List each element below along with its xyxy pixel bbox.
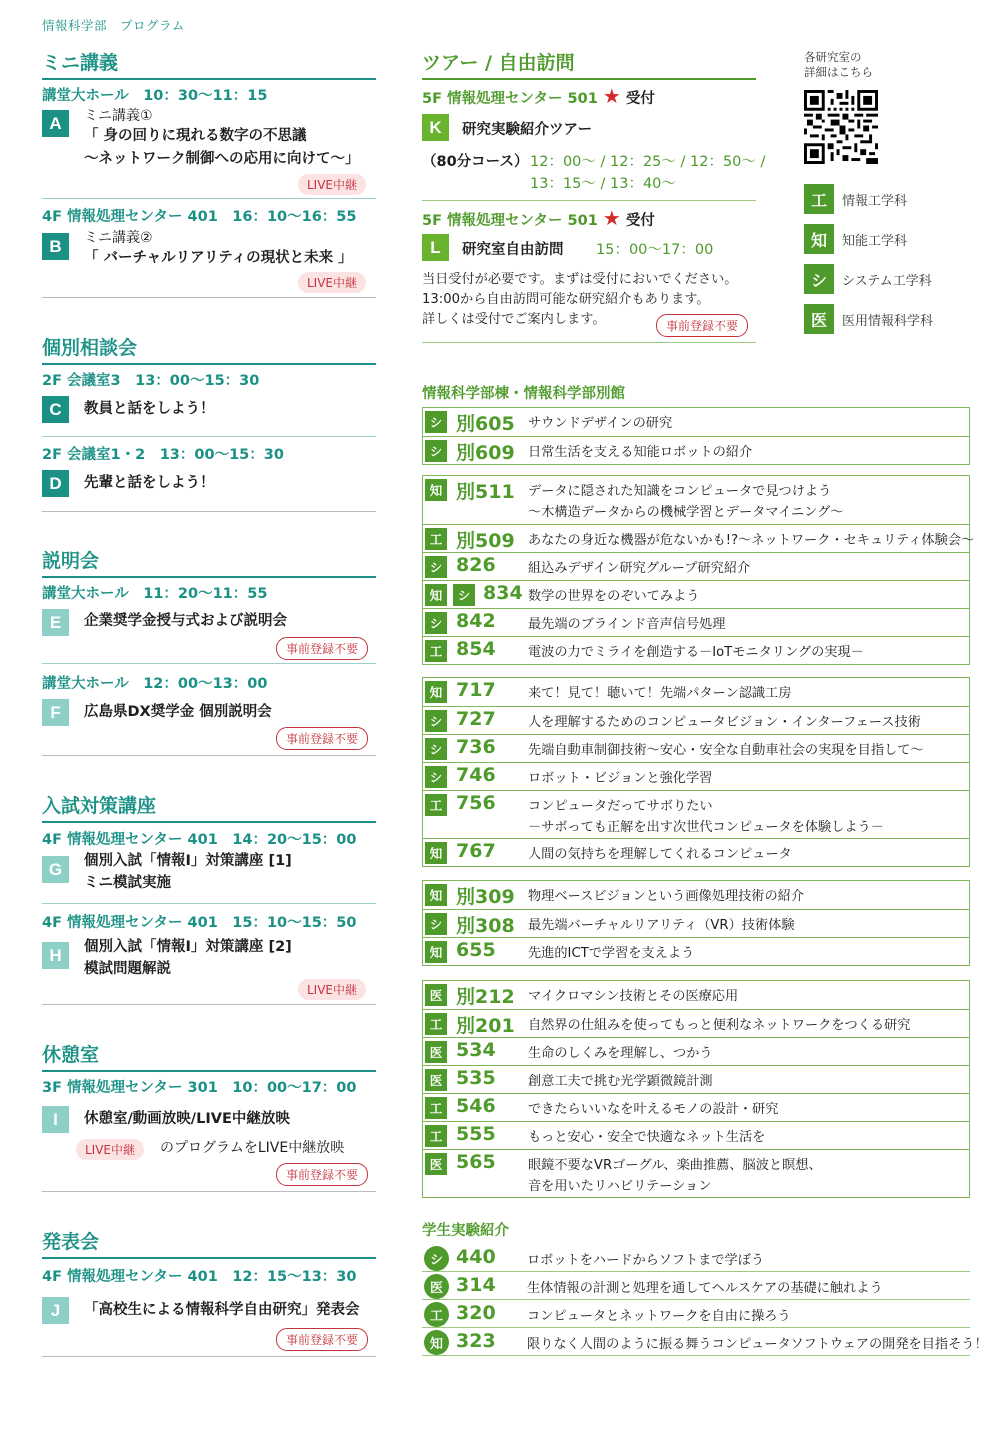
room-number: 別309 <box>456 886 515 908</box>
divider <box>42 755 376 756</box>
lab-title-line: 日常生活を支える知能ロボットの紹介 <box>528 445 753 460</box>
lab-row[interactable] <box>423 436 969 464</box>
divider <box>42 903 376 904</box>
lab-title <box>528 442 752 463</box>
lab-title-line: 音を用いたリハビリテーション <box>528 1179 712 1194</box>
dept-label: 情報工学科 <box>842 193 908 209</box>
divider <box>42 1004 376 1005</box>
venue-a: 講堂大ホール 10：30〜11：15 <box>42 88 268 104</box>
badge-j: J <box>42 1297 69 1324</box>
lab-title-line: 来て！見て！聴いて！先端パターン認識工房 <box>528 686 792 701</box>
room-number: 565 <box>456 1151 496 1173</box>
room-number: 842 <box>456 610 496 632</box>
badge-l: L <box>422 234 449 261</box>
lab-row[interactable] <box>423 937 969 965</box>
lab-title <box>528 586 699 607</box>
lab-title <box>528 1043 713 1064</box>
badge-k: K <box>422 114 449 141</box>
lab-title <box>528 614 725 635</box>
lab-title-line: 最先端のブラインド音声信号処理 <box>528 617 726 632</box>
no-registration-badge-f: 事前登録不要 <box>276 727 368 750</box>
venue-f: 講堂大ホール 12：00〜13：00 <box>42 676 268 692</box>
room-number: 546 <box>456 1095 496 1117</box>
lab-row[interactable] <box>423 838 969 866</box>
program-a-title-line2: 〜ネットワーク制御への応用に向けて〜」 <box>84 151 360 167</box>
dept-mark: 医 <box>424 1274 449 1299</box>
lab-row[interactable] <box>423 1149 969 1197</box>
room-number: 555 <box>456 1123 496 1145</box>
qr-caption <box>804 50 873 80</box>
dept-mark: シ <box>425 766 447 788</box>
lab-title-line: 人を理解するためのコンピュータビジョン・インターフェース技術 <box>528 715 921 730</box>
badge-e: E <box>42 609 69 636</box>
program-i-note: のプログラムをLIVE中継放映 <box>160 1140 345 1156</box>
lab-row[interactable] <box>423 1065 969 1093</box>
lab-row[interactable] <box>423 678 969 706</box>
labs-title: 情報科学部棟・情報科学部別館 <box>422 386 625 402</box>
no-registration-badge-j: 事前登録不要 <box>276 1328 368 1351</box>
qr-caption-line2: 詳細はこちら <box>804 65 873 79</box>
lab-title <box>528 1015 910 1036</box>
program-g-title-line2: ミニ模試実施 <box>84 875 171 891</box>
lab-group <box>422 980 970 1198</box>
program-l-title: 研究室自由訪問 <box>462 242 564 258</box>
dept-label: 医用情報科学科 <box>842 313 934 329</box>
lab-title-line: 数学の世界をのぞいてみよう <box>528 589 700 604</box>
dept-mark: 工 <box>425 1097 447 1119</box>
section-title-consultation: 個別相談会 <box>42 333 376 365</box>
lab-title <box>528 683 791 704</box>
divider <box>42 436 376 437</box>
lab-title-line: 人間の気持ちを理解してくれるコンピュータ <box>528 847 792 862</box>
room-number: 別201 <box>456 1015 515 1037</box>
program-h-title-line2: 模試問題解説 <box>84 961 171 977</box>
student-row[interactable] <box>422 1329 988 1356</box>
dept-mark: 医 <box>425 984 447 1006</box>
room-number: 746 <box>456 764 496 786</box>
lab-title <box>528 796 884 838</box>
dept-mark: シ <box>453 584 475 606</box>
lab-title-line: －サボっても正解を出す次世代コンピュータを体験しよう－ <box>528 820 884 835</box>
lab-group <box>422 475 975 665</box>
tour-note-line2: 13:00から自由訪問可能な研究紹介もあります。 <box>422 292 710 307</box>
divider <box>42 1191 376 1192</box>
lab-row[interactable] <box>423 762 969 790</box>
lab-title-line: 最先端バーチャルリアリティ（VR）技術体験 <box>528 918 795 933</box>
room-number: 834 <box>483 582 523 604</box>
program-k-times-line1: 12：00〜 / 12：25〜 / 12：50〜 / <box>530 154 766 170</box>
program-g-title-line1: 個別入試「情報Ⅰ」対策講座 [1] <box>84 853 292 869</box>
student-title: コンピュータとネットワークを自由に操ろう <box>527 1309 791 1324</box>
venue-d: 2F 会議室1・2 13：00〜15：30 <box>42 447 284 463</box>
divider <box>42 663 376 664</box>
live-badge-b: LIVE中継 <box>298 272 366 293</box>
tour-note-line1: 当日受付が必要です。まずは受付においでください。 <box>422 272 738 287</box>
lab-title-line: コンピュータだってサボりたい <box>528 799 713 814</box>
section-title-briefing: 説明会 <box>42 546 376 578</box>
badge-g: G <box>42 856 69 883</box>
lab-title <box>528 1127 765 1148</box>
student-title: 生体情報の計測と処理を通してヘルスケアの基礎に触れよう <box>527 1281 883 1296</box>
dept-mark: シ <box>425 738 447 760</box>
lab-row[interactable] <box>423 476 969 524</box>
room-number: 655 <box>456 939 496 961</box>
section-title-exam-prep: 入試対策講座 <box>42 791 376 823</box>
student-row[interactable] <box>422 1301 970 1328</box>
lab-title <box>528 1099 778 1120</box>
badge-d: D <box>42 470 69 497</box>
badge-a: A <box>42 110 69 137</box>
dept-mark: 知 <box>425 584 447 606</box>
star-icon: ★ <box>602 84 621 108</box>
lab-title <box>528 844 792 865</box>
lab-title-line: 眼鏡不要なVRゴーグル、楽曲推薦、脳波と瞑想、 <box>528 1158 822 1173</box>
lab-row[interactable] <box>423 608 969 636</box>
dept-mark: 医 <box>804 304 834 334</box>
program-k-times-line2: 13：15〜 / 13：40〜 <box>530 176 676 192</box>
dept-label: 知能工学科 <box>842 233 908 249</box>
dept-mark: 知 <box>425 884 447 906</box>
lab-title-line: 先端自動車制御技術〜安心・安全な自動車社会の実現を目指して〜 <box>528 743 924 758</box>
qr-caption-line1: 各研究室の <box>804 50 862 64</box>
lab-title <box>528 642 864 663</box>
venue-k-text: 5F 情報処理センター 501 <box>422 91 598 107</box>
dept-mark: シ <box>804 264 834 294</box>
program-f-title: 広島県DX奨学金 個別説明会 <box>84 704 272 720</box>
qr-code[interactable] <box>804 90 878 164</box>
room-number: 727 <box>456 708 496 730</box>
legend-engineering <box>804 184 907 214</box>
dept-mark: 知 <box>425 479 447 501</box>
lab-row[interactable] <box>423 524 975 552</box>
room-number: 826 <box>456 554 496 576</box>
lab-title <box>528 1155 822 1197</box>
student-row[interactable] <box>422 1273 970 1300</box>
star-icon: ★ <box>602 206 621 230</box>
program-l-time: 15：00〜17：00 <box>596 242 714 258</box>
room-number: 別212 <box>456 986 515 1008</box>
venue-h: 4F 情報処理センター 401 15：10〜15：50 <box>42 915 357 931</box>
program-i-title: 休憩室/動画放映/LIVE中継放映 <box>84 1111 290 1127</box>
program-h-title-line1: 個別入試「情報Ⅰ」対策講座 [2] <box>84 939 292 955</box>
dept-mark: シ <box>425 440 447 462</box>
divider <box>42 198 376 199</box>
badge-f: F <box>42 699 69 726</box>
room-number: 535 <box>456 1067 496 1089</box>
lab-row[interactable] <box>423 1009 969 1037</box>
reception-label: 受付 <box>625 91 655 107</box>
lab-title-line: マイクロマシン技術とその医療応用 <box>528 989 739 1004</box>
dept-mark: 知 <box>425 842 447 864</box>
student-row[interactable] <box>422 1245 970 1272</box>
section-title-presentation: 発表会 <box>42 1227 376 1259</box>
dept-mark: シ <box>425 556 447 578</box>
lab-title-line: 先進的ICTで学習を支えよう <box>528 946 695 961</box>
badge-h: H <box>42 942 69 969</box>
divider <box>42 1356 376 1357</box>
lab-row[interactable] <box>423 408 969 436</box>
room-number: 717 <box>456 679 496 701</box>
dept-label: システム工学科 <box>842 273 932 289</box>
students-title: 学生実験紹介 <box>422 1223 509 1239</box>
dept-mark: 医 <box>425 1069 447 1091</box>
live-badge-h: LIVE中継 <box>298 979 366 1000</box>
program-d-title: 先輩と話をしよう！ <box>84 475 215 491</box>
dept-mark: 知 <box>804 224 834 254</box>
program-j-title: 「高校生による情報科学自由研究」発表会 <box>84 1302 360 1318</box>
lab-row[interactable] <box>423 790 969 838</box>
badge-i: I <box>42 1106 69 1133</box>
program-k-title: 研究実験紹介ツアー <box>462 122 593 138</box>
room-number: 別609 <box>456 442 515 464</box>
venue-g: 4F 情報処理センター 401 14：20〜15：00 <box>42 832 357 848</box>
program-a-title-line1: 「 身の回りに現れる数字の不思議 <box>84 128 307 144</box>
live-badge-i: LIVE中継 <box>76 1139 144 1160</box>
lab-row[interactable] <box>423 706 969 734</box>
room-number: 314 <box>456 1274 496 1296</box>
tour-note-line3: 詳しくは受付でご案内します。 <box>422 312 606 327</box>
dept-mark: 医 <box>425 1041 447 1063</box>
lab-title-line: 電波の力でミライを創造する－IoTモニタリングの実現－ <box>528 645 864 660</box>
lab-title <box>528 740 924 761</box>
lab-row[interactable] <box>423 1093 969 1121</box>
program-b-title: 「 バーチャルリアリティの現状と未来 」 <box>84 250 353 266</box>
lab-title-line: 〜木構造データからの機械学習とデータマイニング〜 <box>528 505 844 520</box>
lab-title-line: 生命のしくみを理解し、つかう <box>528 1046 713 1061</box>
lab-title-line: 自然界の仕組みを使ってもっと便利なネットワークをつくる研究 <box>528 1018 911 1033</box>
dept-mark: 工 <box>804 184 834 214</box>
lab-title-line: もっと安心・安全で快適なネット生活を <box>528 1130 766 1145</box>
divider <box>422 200 756 201</box>
lab-row[interactable] <box>423 1037 969 1065</box>
room-number: 854 <box>456 638 496 660</box>
lab-group <box>422 880 970 966</box>
lab-title <box>528 712 921 733</box>
room-number: 440 <box>456 1246 496 1268</box>
lab-row[interactable] <box>423 552 969 580</box>
student-title: ロボットをハードからソフトまで学ぼう <box>527 1253 765 1268</box>
dept-mark: 工 <box>425 528 447 550</box>
no-registration-badge-tour: 事前登録不要 <box>656 314 748 337</box>
lab-row[interactable] <box>423 881 969 909</box>
venue-i: 3F 情報処理センター 301 10：00〜17：00 <box>42 1080 357 1096</box>
room-number: 別511 <box>456 481 515 503</box>
legend-systems <box>804 264 932 294</box>
divider <box>42 297 376 298</box>
lab-title-line: データに隠された知識をコンピュータで見つけよう <box>528 484 832 499</box>
venue-j: 4F 情報処理センター 401 12：15〜13：30 <box>42 1269 357 1285</box>
room-number: 別509 <box>456 530 515 552</box>
lab-title <box>528 413 672 434</box>
lab-title <box>528 558 750 579</box>
venue-b: 4F 情報処理センター 401 16：10〜16：55 <box>42 209 357 225</box>
section-title-tour: ツアー / 自由訪問 <box>422 48 756 80</box>
lab-title-line: ロボット・ビジョンと強化学習 <box>528 771 713 786</box>
room-number: 736 <box>456 736 496 758</box>
no-registration-badge-e: 事前登録不要 <box>276 637 368 660</box>
dept-mark: 工 <box>425 640 447 662</box>
program-k-course: （80分コース） <box>422 154 529 170</box>
lab-row[interactable] <box>423 1121 969 1149</box>
dept-mark: シ <box>425 612 447 634</box>
lab-title <box>528 886 804 907</box>
lab-group <box>422 677 970 867</box>
reception-label: 受付 <box>625 213 655 229</box>
dept-mark: シ <box>425 913 447 935</box>
program-c-title: 教員と話をしよう！ <box>84 401 215 417</box>
lab-title-line: できたらいいなを叶えるモノの設計・研究 <box>528 1102 779 1117</box>
student-title: 限りなく人間のように振る舞うコンピュータソフトウェアの開発を目指そう！ <box>527 1337 988 1352</box>
dept-mark: シ <box>424 1246 449 1271</box>
dept-mark: 工 <box>425 1125 447 1147</box>
room-number: 767 <box>456 840 496 862</box>
dept-mark: 医 <box>425 1153 447 1175</box>
lab-title-line: 組込みデザイン研究グループ研究紹介 <box>528 561 751 576</box>
dept-mark: 工 <box>425 794 447 816</box>
venue-k <box>422 84 655 108</box>
badge-c: C <box>42 396 69 423</box>
lab-title <box>528 986 738 1007</box>
legend-medical <box>804 304 933 334</box>
divider <box>422 342 756 343</box>
dept-mark: シ <box>425 411 447 433</box>
room-number: 別308 <box>456 915 515 937</box>
program-a-label: ミニ講義① <box>84 108 153 124</box>
lab-row[interactable] <box>423 734 969 762</box>
legend-intelligence <box>804 224 907 254</box>
divider <box>42 511 376 512</box>
room-number: 320 <box>456 1302 496 1324</box>
page-header-label: 情報科学部 プログラム <box>42 18 185 33</box>
lab-row[interactable] <box>423 981 969 1009</box>
dept-mark: 知 <box>425 941 447 963</box>
lab-group <box>422 407 970 465</box>
dept-mark: 知 <box>424 1330 449 1355</box>
dept-mark: 工 <box>424 1302 449 1327</box>
venue-c: 2F 会議室3 13：00〜15：30 <box>42 373 260 389</box>
lab-title <box>528 481 843 523</box>
lab-title <box>528 943 694 964</box>
lab-row[interactable] <box>423 909 969 937</box>
lab-title-line: サウンドデザインの研究 <box>528 416 673 431</box>
lab-title-line: 物理ベースビジョンという画像処理技術の紹介 <box>528 889 805 904</box>
badge-b: B <box>42 233 69 260</box>
program-e-title: 企業奨学金授与式および説明会 <box>84 613 287 629</box>
lab-title <box>528 530 974 551</box>
lab-row[interactable] <box>423 580 969 608</box>
room-number: 別605 <box>456 413 515 435</box>
lab-title <box>528 1071 713 1092</box>
program-b-label: ミニ講義② <box>84 230 153 246</box>
lab-title-line: 創意工夫で挑む光学顕微鏡計測 <box>528 1074 713 1089</box>
lab-title-line: あなたの身近な機器が危ないかも!?〜ネットワーク・セキュリティ体験会〜 <box>528 533 975 548</box>
venue-l <box>422 206 655 230</box>
live-badge-a: LIVE中継 <box>298 174 366 195</box>
venue-l-text: 5F 情報処理センター 501 <box>422 213 598 229</box>
dept-mark: 知 <box>425 681 447 703</box>
section-title-rest-room: 休憩室 <box>42 1040 376 1072</box>
section-title-mini-lecture: ミニ講義 <box>42 48 376 80</box>
dept-mark: シ <box>425 710 447 732</box>
lab-row[interactable] <box>423 636 969 664</box>
dept-mark: 工 <box>425 1013 447 1035</box>
room-number: 534 <box>456 1039 496 1061</box>
no-registration-badge-i: 事前登録不要 <box>276 1163 368 1186</box>
room-number: 756 <box>456 792 496 814</box>
lab-title <box>528 915 795 936</box>
room-number: 323 <box>456 1330 496 1352</box>
venue-e: 講堂大ホール 11：20〜11：55 <box>42 586 268 602</box>
lab-title <box>528 768 712 789</box>
